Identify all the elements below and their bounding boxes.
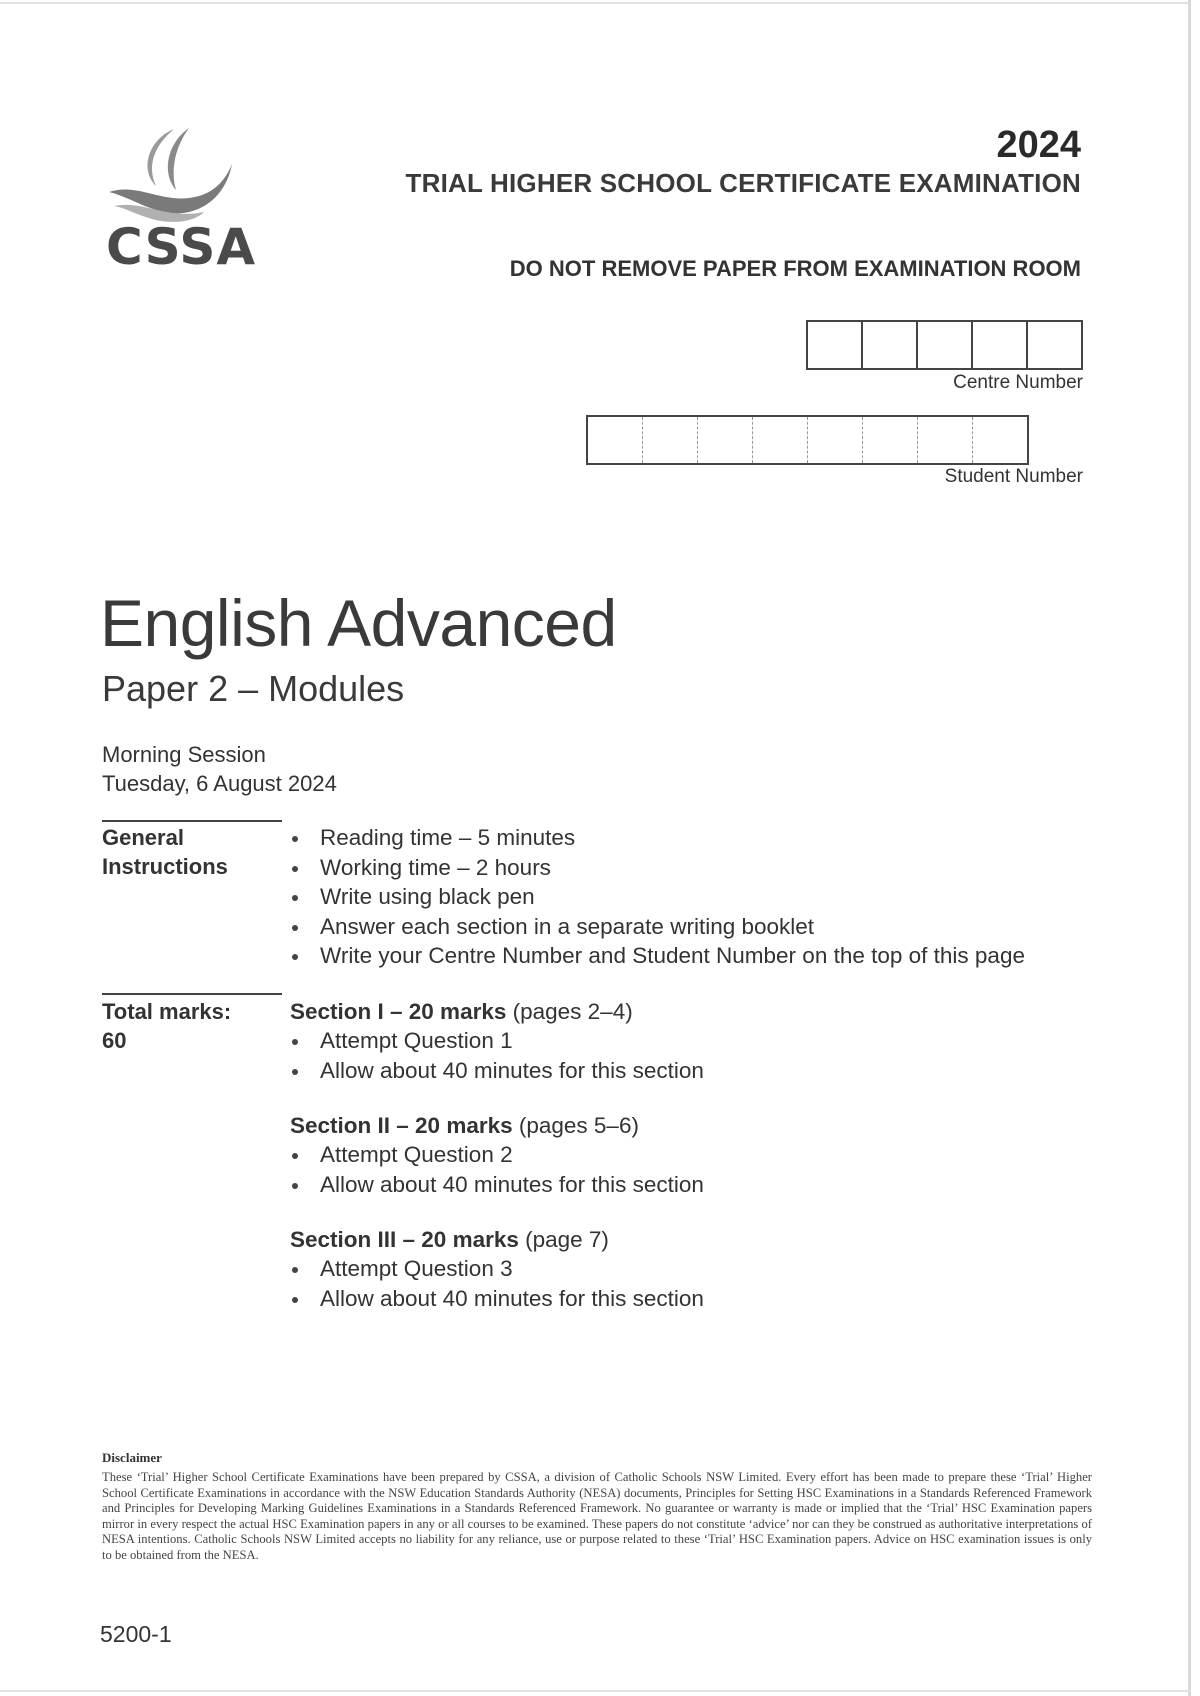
- student-number-box[interactable]: [918, 417, 973, 463]
- list-item: Attempt Question 1: [290, 1026, 704, 1056]
- heading-line: Instructions: [102, 854, 228, 879]
- disclaimer-body: These ‘Trial’ Higher School Certificate Examinations have been prepared by CSSA, a division of Catholic Schools NSW Limited. Every effort has been made to prepare these ‘Trial’ Higher School Certificate Examinations in accordance with the NSW Education Standards Authority (NESA) documents, Principles for Setting HSC Examinations in a Standards Referenced Framework and Principles for Developing Marking Guidelines Examinations in a Standards Referenced Framework. No guarantee or warranty is made or implied that the ‘Trial’ HSC Examination papers mirror in every respect the actual HSC Examination papers in any or all courses to be examined. These papers do not constitute ‘advice’ nor can they be construed as authoritative interpretations of NESA intentions. Catholic Schools NSW Limited accepts no liability for any reliance, use or purpose related to these ‘Trial’ HSC Examination papers. Advice on HSC examination issues is only to be obtained from the NESA.: [102, 1470, 1092, 1562]
- list-item: Write your Centre Number and Student Number on the top of this page: [290, 941, 1025, 971]
- paper-code: 5200-1: [100, 1621, 172, 1647]
- section-3-heading: [290, 1225, 609, 1254]
- session-name: Morning Session: [102, 742, 266, 767]
- list-item: Reading time – 5 minutes: [290, 823, 1025, 853]
- total-marks: [102, 997, 231, 1055]
- exam-date: Tuesday, 6 August 2024: [102, 771, 337, 796]
- paper-title: Paper 2 – Modules: [102, 668, 405, 709]
- session-info: [102, 740, 337, 798]
- student-number-box[interactable]: [973, 417, 1027, 463]
- list-item: Allow about 40 minutes for this section: [290, 1284, 704, 1314]
- section-title: Section II – 20 marks: [290, 1113, 513, 1138]
- divider: [102, 820, 282, 822]
- section-pages: (page 7): [518, 1227, 609, 1252]
- logo-text: CSSA: [106, 218, 257, 276]
- total-marks-label: Total marks:: [102, 999, 232, 1024]
- list-item: Attempt Question 2: [290, 1140, 704, 1170]
- total-marks-value: 60: [102, 1028, 127, 1053]
- general-instructions-heading: [102, 823, 228, 881]
- page-edge-top: [0, 2, 1190, 4]
- centre-number-box[interactable]: [808, 322, 863, 368]
- list-item: Working time – 2 hours: [290, 853, 1025, 883]
- student-number-box[interactable]: [753, 417, 808, 463]
- exam-notice: DO NOT REMOVE PAPER FROM EXAMINATION ROOM: [509, 256, 1081, 281]
- section-pages: (pages 2–4): [506, 999, 633, 1024]
- student-number-box[interactable]: [643, 417, 698, 463]
- divider: [102, 993, 282, 995]
- section-2-heading: [290, 1111, 639, 1140]
- general-instructions-list: [290, 823, 1025, 971]
- section-1-heading: [290, 997, 633, 1026]
- centre-number-box[interactable]: [1028, 322, 1081, 368]
- exam-year: 2024: [996, 124, 1081, 166]
- centre-number-label: Centre Number: [953, 372, 1083, 393]
- student-number-boxes[interactable]: [586, 415, 1029, 465]
- list-item: Write using black pen: [290, 882, 1025, 912]
- centre-number-box[interactable]: [918, 322, 973, 368]
- page-edge-bottom: [0, 1690, 1190, 1692]
- disclaimer-title: Disclaimer: [102, 1450, 162, 1465]
- section-1-list: [290, 1026, 704, 1085]
- student-number-box[interactable]: [808, 417, 863, 463]
- section-title: Section I – 20 marks: [290, 999, 507, 1024]
- student-number-box[interactable]: [698, 417, 753, 463]
- list-item: Attempt Question 3: [290, 1254, 704, 1284]
- centre-number-box[interactable]: [863, 322, 918, 368]
- section-pages: (pages 5–6): [512, 1113, 639, 1138]
- student-number-label: Student Number: [944, 466, 1083, 487]
- student-number-box[interactable]: [588, 417, 643, 463]
- centre-number-boxes[interactable]: [806, 320, 1083, 370]
- student-number-box[interactable]: [863, 417, 918, 463]
- page-edge-right: [1188, 0, 1191, 1696]
- cssa-logo: [104, 124, 257, 276]
- exam-title: TRIAL HIGHER SCHOOL CERTIFICATE EXAMINATION: [405, 168, 1081, 198]
- section-3-list: [290, 1254, 704, 1313]
- list-item: Allow about 40 minutes for this section: [290, 1170, 704, 1200]
- subject-title: English Advanced: [100, 586, 617, 660]
- list-item: Answer each section in a separate writing booklet: [290, 912, 1025, 942]
- list-item: Allow about 40 minutes for this section: [290, 1056, 704, 1086]
- heading-line: General: [102, 825, 184, 850]
- centre-number-box[interactable]: [973, 322, 1028, 368]
- section-title: Section III – 20 marks: [290, 1227, 519, 1252]
- cssa-wave-logo-icon: [104, 124, 244, 224]
- section-2-list: [290, 1140, 704, 1199]
